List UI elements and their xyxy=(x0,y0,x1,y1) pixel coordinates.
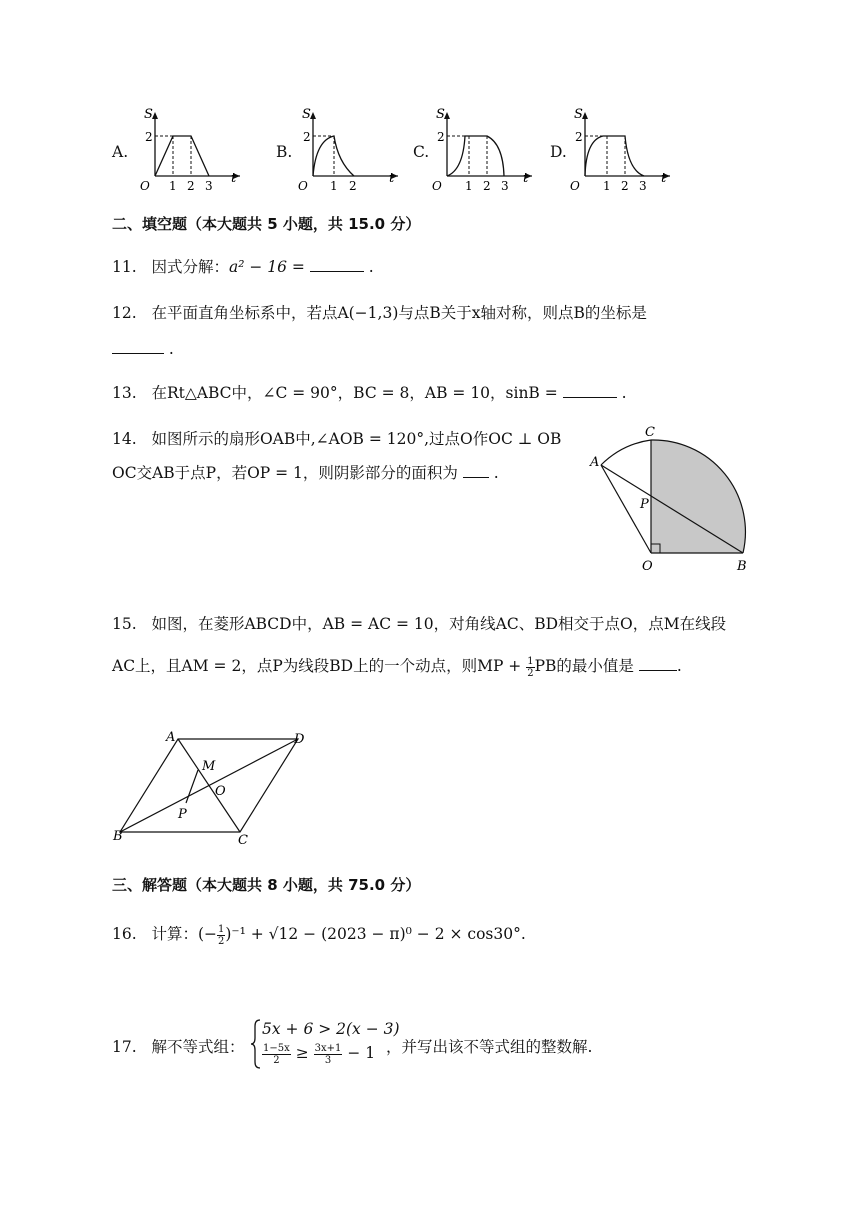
svg-text:2: 2 xyxy=(437,130,445,144)
svg-text:1: 1 xyxy=(465,179,473,192)
svg-text:M: M xyxy=(202,759,216,774)
svg-text:1: 1 xyxy=(330,179,338,192)
brace-icon xyxy=(250,1018,262,1070)
answer-blank[interactable] xyxy=(563,383,617,398)
svg-text:3: 3 xyxy=(639,179,647,192)
svg-text:S: S xyxy=(436,107,445,122)
answer-blank[interactable] xyxy=(310,257,364,272)
svg-text:2: 2 xyxy=(145,130,153,144)
svg-text:3: 3 xyxy=(205,179,213,192)
svg-text:t: t xyxy=(389,171,395,186)
svg-text:P: P xyxy=(640,497,649,512)
question-15-line2: AC上，且AM = 2，点P为线段BD上的一个动点，则MP + $\frac{1}{2}$ PB的最小值是 . xyxy=(112,655,682,679)
inequality-2: $\frac{1-5x}{2}$ ≥ $\frac{3x+1}{3}$ − 1 xyxy=(263,1042,376,1066)
svg-text:O: O xyxy=(570,179,580,192)
svg-text:A: A xyxy=(590,455,600,470)
answer-blank[interactable] xyxy=(112,339,164,354)
svg-text:O: O xyxy=(140,179,150,192)
question-17-tail: ，并写出该不等式组的整数解. xyxy=(386,1038,593,1056)
svg-text:C: C xyxy=(645,425,655,440)
inequality-1: 5x + 6 > 2(x − 3) xyxy=(262,1020,400,1038)
svg-text:2: 2 xyxy=(303,130,311,144)
question-17: 17. 解不等式组： xyxy=(112,1038,245,1056)
graph-a xyxy=(136,104,248,192)
section-3-title: 三、解答题（本大题共 8 小题，共 75.0 分） xyxy=(112,876,421,894)
svg-text:P: P xyxy=(178,807,187,822)
question-12: 12. 在平面直角坐标系中，若点A(−1,3)与点B关于x轴对称，则点B的坐标是 xyxy=(112,304,647,322)
svg-text:2: 2 xyxy=(349,179,357,192)
svg-text:B: B xyxy=(113,829,123,844)
option-b-label: B. xyxy=(276,143,293,161)
question-14-line2: OC交AB于点P，若OP = 1，则阴影部分的面积为 . xyxy=(112,464,499,482)
graph-d xyxy=(566,104,678,192)
section-2-title: 二、填空题（本大题共 5 小题，共 15.0 分） xyxy=(112,215,421,233)
svg-text:1: 1 xyxy=(169,179,177,192)
question-15-line1: 15. 如图，在菱形ABCD中，AB = AC = 10，对角线AC、BD相交于点O，点M在线段 xyxy=(112,615,727,633)
svg-text:3: 3 xyxy=(501,179,509,192)
svg-text:O: O xyxy=(298,179,308,192)
answer-blank[interactable] xyxy=(639,656,677,671)
svg-text:O: O xyxy=(642,559,653,574)
svg-text:S: S xyxy=(302,107,311,122)
axis-s-label: S xyxy=(144,107,153,122)
svg-text:2: 2 xyxy=(187,179,195,192)
svg-text:2: 2 xyxy=(621,179,629,192)
rhombus-figure xyxy=(108,724,318,848)
svg-text:D: D xyxy=(294,732,305,747)
option-d-label: D. xyxy=(550,143,567,161)
question-14-line1: 14. 如图所示的扇形OAB中,∠AOB = 120°,过点O作OC ⊥ OB xyxy=(112,430,562,448)
option-c-label: C. xyxy=(413,143,430,161)
svg-text:S: S xyxy=(574,107,583,122)
svg-text:t: t xyxy=(523,171,529,186)
svg-text:C: C xyxy=(238,833,248,848)
svg-text:1: 1 xyxy=(603,179,611,192)
answer-blank[interactable] xyxy=(463,463,489,478)
question-16: 16. 计算：(− $\frac{1}{2}$ )⁻¹ + √12 − (2023 − π)⁰ − 2 × cos30°. xyxy=(112,923,526,947)
graph-c xyxy=(428,104,540,192)
svg-text:2: 2 xyxy=(483,179,491,192)
svg-text:O: O xyxy=(215,784,226,799)
svg-text:t: t xyxy=(661,171,667,186)
option-a-label: A. xyxy=(112,143,129,161)
svg-text:B: B xyxy=(737,559,747,574)
question-13: 13. 在Rt△ABC中，∠C = 90°，BC = 8，AB = 10，sinB = . xyxy=(112,384,627,402)
axis-t-label: t xyxy=(231,171,237,186)
question-12-blank-line: . xyxy=(112,338,174,360)
svg-text:A: A xyxy=(166,730,176,745)
svg-text:2: 2 xyxy=(575,130,583,144)
sector-figure xyxy=(584,424,760,580)
graph-b xyxy=(294,104,406,192)
svg-text:O: O xyxy=(432,179,442,192)
question-11: 11. 因式分解：a² − 16 = . xyxy=(112,258,374,276)
